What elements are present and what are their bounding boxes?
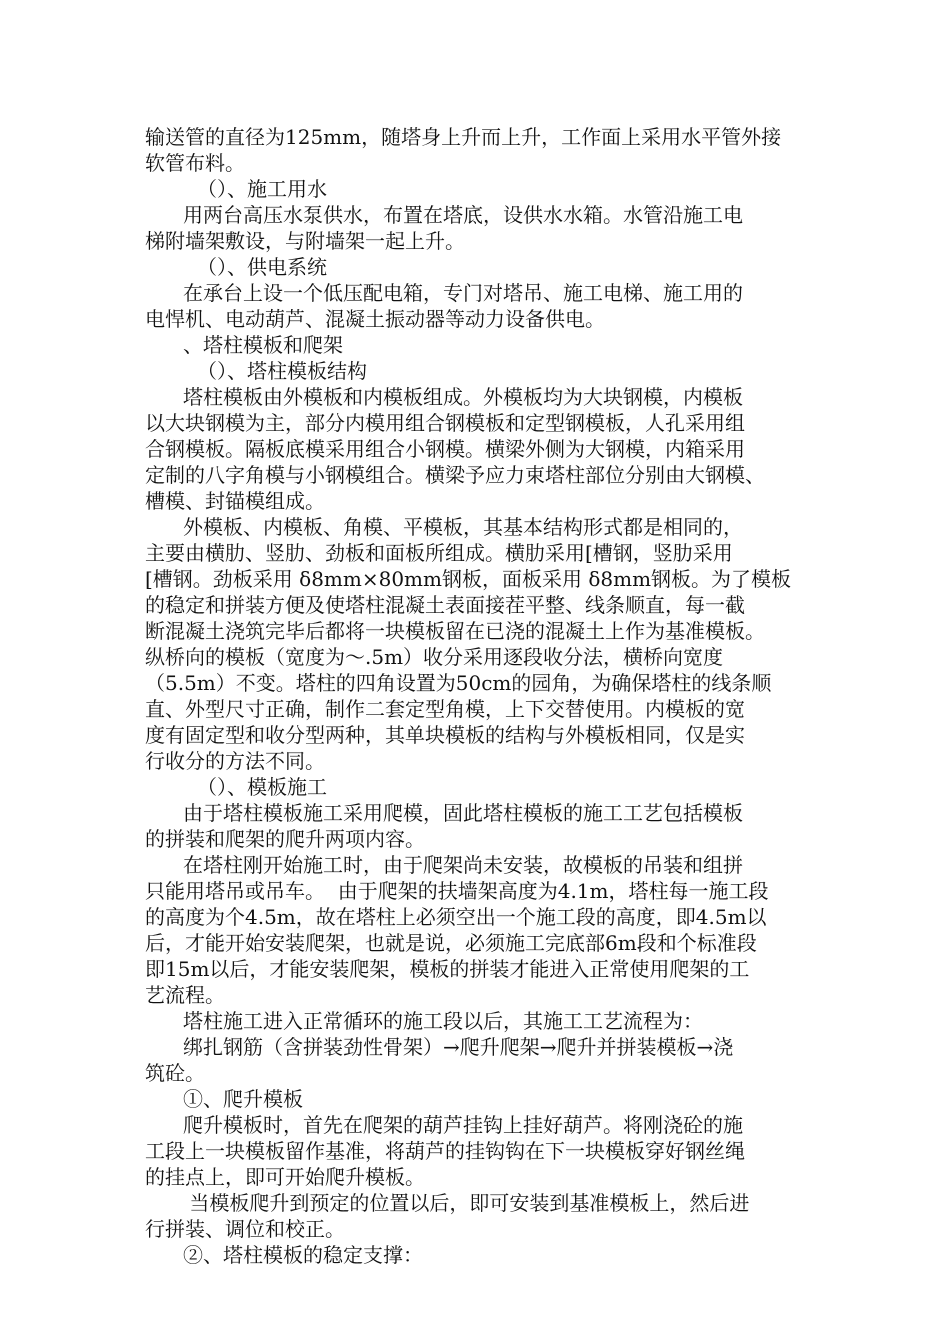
text-line: 在塔柱刚开始施工时，由于爬架尚未安装，故模板的吊装和组拼: [183, 853, 743, 877]
text-line: 合钢模板。隔板底模采用组合小钢模。横梁外侧为大钢模，内箱采用: [145, 437, 745, 461]
text-line: 筑砼。: [145, 1061, 205, 1085]
text-line: 度有固定型和收分型两种，其单块模板的结构与外模板相同，仅是实: [145, 723, 745, 747]
text-line: 塔柱模板由外模板和内模板组成。外模板均为大块钢模，内模板: [183, 385, 743, 409]
text-line: 只能用塔吊或吊车。 由于爬架的扶墙架高度为4.1m，塔柱每一施工段: [145, 879, 769, 903]
text-line: 的挂点上，即可开始爬升模板。: [145, 1165, 425, 1189]
text-line: 由于塔柱模板施工采用爬模，固此塔柱模板的施工工艺包括模板: [183, 801, 743, 825]
text-line: 主要由横肋、竖肋、劲板和面板所组成。横肋采用[槽钢，竖肋采用: [145, 541, 733, 565]
text-line: ②、塔柱模板的稳定支撑：: [183, 1243, 423, 1267]
text-line: 绑扎钢筋（含拼装劲性骨架）→爬升爬架→爬升并拼装模板→浇: [183, 1035, 734, 1059]
text-line: 工段上一块模板留作基准，将葫芦的挂钩钩在下一块模板穿好钢丝绳: [145, 1139, 745, 1163]
text-line: 行拼装、调位和校正。: [145, 1217, 345, 1241]
text-line: 外模板、内模板、角模、平模板，其基本结构形式都是相同的，: [183, 515, 743, 539]
text-line: 的拼装和爬架的爬升两项内容。: [145, 827, 425, 851]
text-line: 当模板爬升到预定的位置以后，即可安装到基准模板上，然后进: [183, 1191, 750, 1215]
text-line: 断混凝土浇筑完毕后都将一块模板留在已浇的混凝土上作为基准模板。: [145, 619, 765, 643]
text-line: 槽模、封锚模组成。: [145, 489, 325, 513]
text-line: （5.5m）不变。塔柱的四角设置为50cm的园角，为确保塔柱的线条顺: [145, 671, 772, 695]
text-line: （）、施工用水: [197, 177, 327, 201]
text-line: 后，才能开始安装爬架，也就是说，必须施工完底部6m段和个标准段: [145, 931, 757, 955]
text-line: 即15m以后，才能安装爬架，模板的拼装才能进入正常使用爬架的工: [145, 957, 750, 981]
text-line: 电悍机、电动葫芦、混凝土振动器等动力设备供电。: [145, 307, 605, 331]
text-line: 塔柱施工进入正常循环的施工段以后，其施工工艺流程为：: [183, 1009, 703, 1033]
document-body: [145, 124, 845, 1268]
text-line: 纵桥向的模板（宽度为～.5m）收分采用逐段收分法，横桥向宽度: [145, 645, 724, 669]
text-line: 输送管的直径为125mm，随塔身上升而上升，工作面上采用水平管外接: [145, 125, 782, 149]
text-line: ①、爬升模板: [183, 1087, 303, 1111]
text-line: 以大块钢模为主，部分内模用组合钢模板和定型钢模板，人孔采用组: [145, 411, 745, 435]
text-line: 直、外型尺寸正确，制作二套定型角模，上下交替使用。内模板的宽: [145, 697, 745, 721]
text-line: 行收分的方法不同。: [145, 749, 325, 773]
text-line: 在承台上设一个低压配电箱，专门对塔吊、施工电梯、施工用的: [183, 281, 743, 305]
text-line: 爬升模板时，首先在爬架的葫芦挂钩上挂好葫芦。将刚浇砼的施: [183, 1113, 743, 1137]
text-line: 的稳定和拼装方便及使塔柱混凝土表面接茬平整、线条顺直，每一截: [145, 593, 745, 617]
text-line: 、塔柱模板和爬架: [183, 333, 343, 357]
text-line: （）、塔柱模板结构: [197, 359, 367, 383]
text-line: （）、模板施工: [197, 775, 327, 799]
text-line: 艺流程。: [145, 983, 225, 1007]
text-line: 定制的八字角模与小钢模组合。横梁予应力束塔柱部位分别由大钢模、: [145, 463, 765, 487]
text-line: [槽钢。劲板采用 δ8mm×80mm钢板，面板采用 δ8mm钢板。为了模板: [145, 567, 792, 591]
text-line: 梯附墙架敷设，与附墙架一起上升。: [145, 229, 465, 253]
text-line: 的高度为个4.5m，故在塔柱上必须空出一个施工段的高度，即4.5m以: [145, 905, 767, 929]
text-line: 软管布料。: [145, 151, 245, 175]
text-line: 用两台高压水泵供水，布置在塔底，设供水水箱。水管沿施工电: [183, 203, 743, 227]
text-line: （）、供电系统: [197, 255, 327, 279]
